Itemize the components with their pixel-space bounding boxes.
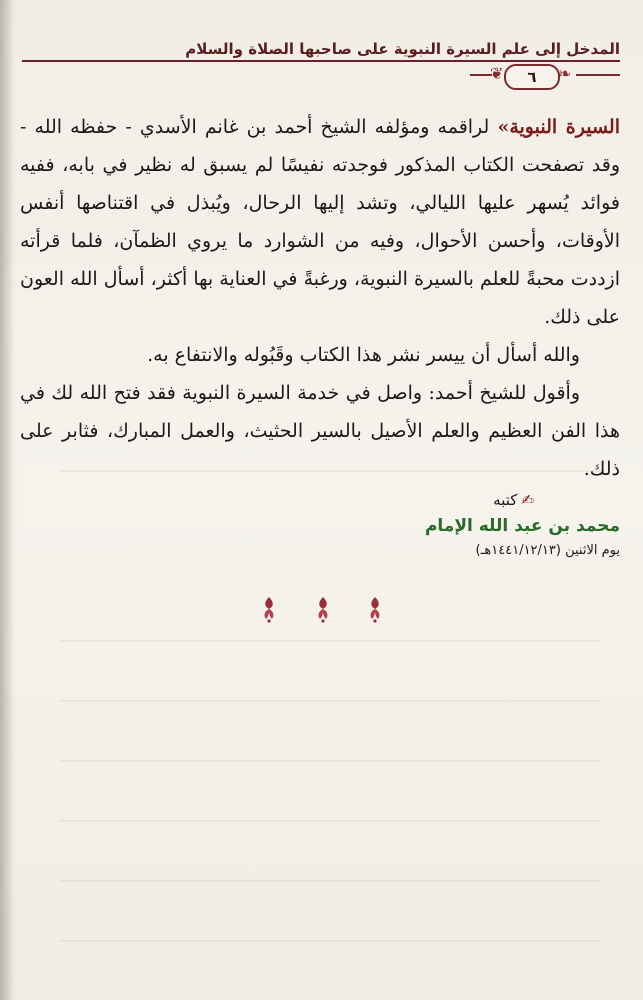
fleuron-icon xyxy=(312,595,334,623)
signature-date: يوم الاثنين (١٤٤١/١٢/١٣هـ) xyxy=(475,543,620,558)
signatory-name: محمد بن عبد الله الإمام xyxy=(424,516,620,536)
bleed-through xyxy=(60,700,600,702)
paragraph-text: لراقمه ومؤلفه الشيخ أحمد بن غانم الأسدي - حفظه الله - وقد تصفحت الكتاب المذكور فوجدته نفيسًا لم يسبق له نظير في بابه، ففيه فوائد يُسهر عليها الليالي، وتشد إليها الرحال، ويُبذل في اقتناصها أنفس الأوقات، وأحسن الأحوال، وفيه من الشوارد ما يروي الظمآن، فلما قرأته ازددت محبةً للعلم بالسيرة النبوية، ورغبةً في العناية بها أكثر، أسأل الله العون على ذلك. xyxy=(20,116,620,328)
body-text xyxy=(20,108,620,488)
ornament-line-right xyxy=(576,74,620,76)
ornament-line-left xyxy=(470,74,492,76)
bleed-through xyxy=(60,880,600,882)
page-number-ornament xyxy=(470,62,620,90)
bleed-through xyxy=(60,640,600,642)
bleed-through xyxy=(60,760,600,762)
page-number: ٦ xyxy=(504,64,560,90)
signature-intro xyxy=(340,488,620,512)
spine-shadow xyxy=(0,0,14,1000)
ornament-icon: ❧ xyxy=(558,64,572,83)
signature-intro-text: كتبه xyxy=(493,491,518,509)
fleuron-row xyxy=(258,595,388,625)
fleuron-icon xyxy=(364,595,386,623)
running-head: المدخل إلى علم السيرة النبوية على صاحبها الصلاة والسلام xyxy=(185,40,620,58)
signature-block xyxy=(340,488,620,562)
paragraph xyxy=(20,108,620,336)
paragraph: وأقول للشيخ أحمد: واصل في خدمة السيرة النبوية فقد فتح الله لك في هذا الفن العظيم والعلم الأصيل بالسير الحثيث، والعمل المبارك، فثابر على ذلك. xyxy=(20,382,620,480)
ornament-icon: ❦ xyxy=(490,64,504,83)
pen-icon: ✍ xyxy=(521,491,534,509)
fleuron-icon xyxy=(258,595,280,623)
bleed-through xyxy=(60,940,600,942)
highlighted-term: السيرة النبوية» xyxy=(497,116,620,138)
paragraph: والله أسأل أن ييسر نشر هذا الكتاب وقَبُوله والانتفاع به. xyxy=(147,344,580,366)
bleed-through xyxy=(60,820,600,822)
